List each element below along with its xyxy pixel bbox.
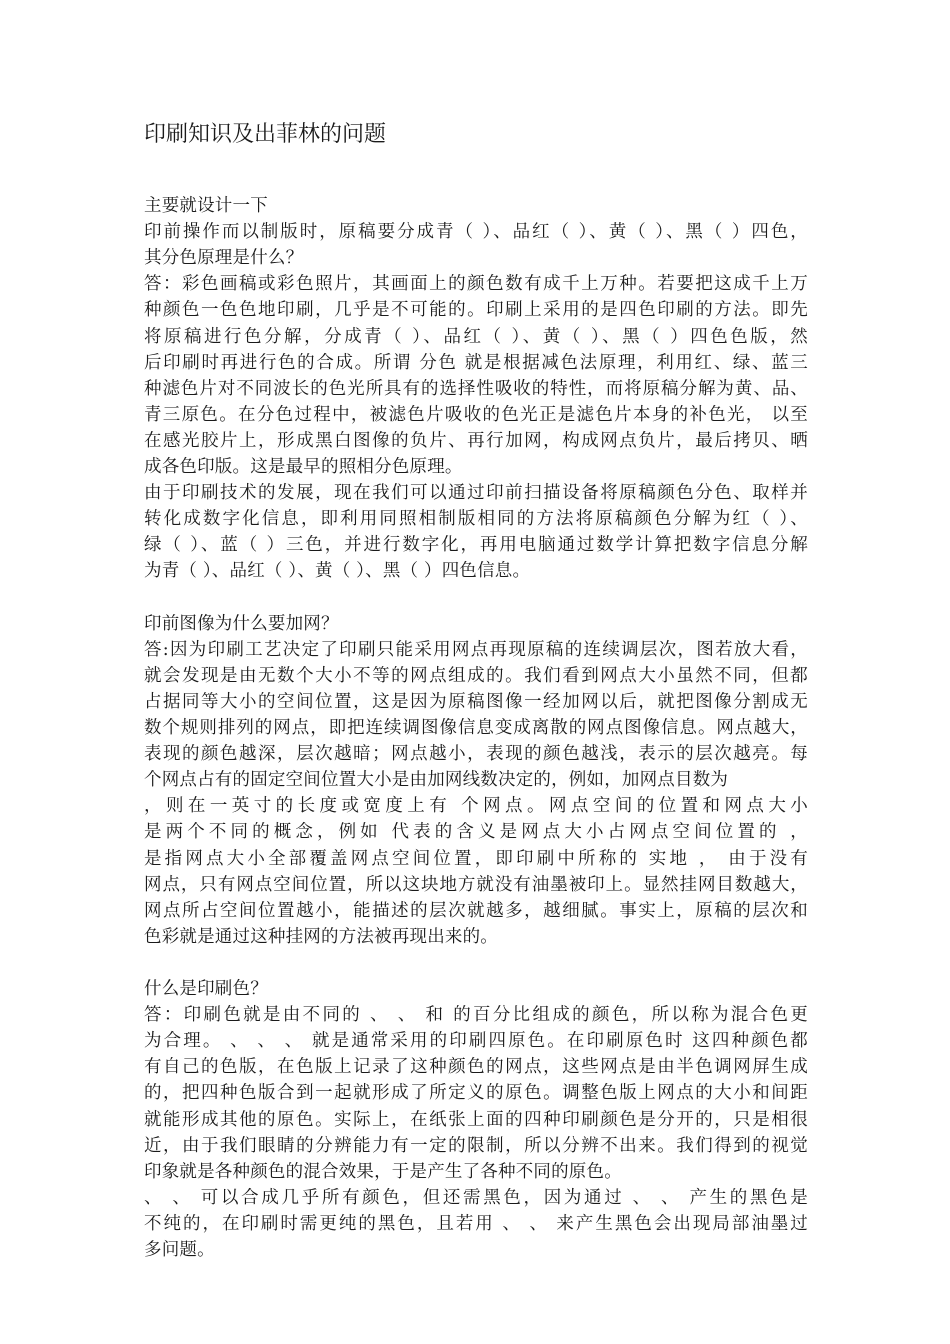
document-line: 为合理。 、 、 、 就是通常采用的印刷四原色。在印刷原色时 这四种颜色都 [144, 1031, 808, 1052]
document-line: 将原稿进行色分解，分成青（ ）、品红（ ）、黄（ ）、黑（ ）四色色版，然 [144, 326, 808, 347]
document-title: 印刷知识及出菲林的问题 [144, 122, 387, 147]
document-line: 个网点占有的固定空间位置大小是由加网线数决定的，例如，加网点目数为 [144, 770, 729, 791]
document-line: 种滤色片对不同波长的色光所具有的选择性吸收的特性，而将原稿分解为黄、品、 [144, 378, 808, 399]
document-line: 数个规则排列的网点，即把连续调图像信息变成离散的网点图像信息。网点越大， [144, 718, 808, 738]
document-line: 答：彩色画稿或彩色照片，其画面上的颜色数有成千上万种。若要把这成千上万 [144, 274, 808, 295]
document-line: 其分色原理是什么？ [144, 248, 304, 269]
document-line: 色彩就是通过这种挂网的方法被再现出来的。 [144, 926, 498, 947]
document-line: 在感光胶片上，形成黑白图像的负片、再行加网，构成网点负片，最后拷贝、晒 [144, 430, 808, 451]
document-line: 就能形成其他的原色。实际上，在纸张上面的四种印刷颜色是分开的，只是相很 [144, 1109, 808, 1130]
document-line: 网点所占空间位置越小，能描述的层次就越多，越细腻。事实上，原稿的层次和 [144, 900, 808, 921]
document-line: 是指网点大小全部覆盖网点空间位置，即印刷中所称的 实地 ， 由于没有 [144, 848, 808, 869]
document-line: 印前图像为什么要加网？ [144, 613, 339, 634]
document-line: 答:因为印刷工艺决定了印刷只能采用网点再现原稿的连续调层次，图若放大看， [144, 639, 808, 660]
document-line: 什么是印刷色？ [144, 979, 268, 999]
document-line: 是两个不同的概念，例如 代表的含义是网点大小占网点空间位置的 ， [144, 822, 808, 843]
document-line: 的，把四种色版合到一起就形成了所定义的原色。调整色版上网点的大小和间距 [144, 1083, 808, 1104]
document-line: 表现的颜色越深，层次越暗；网点越小，表现的颜色越浅，表示的层次越亮。每 [144, 744, 808, 765]
document-line: 多问题。 [144, 1240, 215, 1260]
document-line: 成各色印版。这是最早的照相分色原理。 [144, 457, 463, 477]
document-line: 为青（ ）、品红（ ）、黄（ ）、黑（ ）四色信息。 [144, 561, 531, 582]
document-line: 网点，只有网点空间位置，所以这块地方就没有油墨被印上。显然挂网目数越大， [144, 874, 808, 895]
document-line: 不纯的，在印刷时需更纯的黑色，且若用 、 、 来产生黑色会出现局部油墨过 [144, 1213, 808, 1234]
document-line: 主要就设计一下 [144, 196, 268, 216]
document-line: 有自己的色版，在色版上记录了这种颜色的网点，这些网点是由半色调网屏生成 [144, 1057, 808, 1078]
document-line: 印象就是各种颜色的混合效果，于是产生了各种不同的原色。 [144, 1161, 622, 1182]
document-line: 绿（ ）、蓝（ ）三色，并进行数字化，再用电脑通过数学计算把数字信息分解 [144, 535, 808, 556]
document-line: 由于印刷技术的发展，现在我们可以通过印前扫描设备将原稿颜色分色、取样并 [144, 483, 808, 504]
document-line: 、 、 可以合成几乎所有颜色，但还需黑色，因为通过 、 、 产生的黑色是 [144, 1187, 808, 1208]
document-line: 占据同等大小的空间位置，这是因为原稿图像一经加网以后，就把图像分割成无 [144, 691, 808, 712]
document-line: 种颜色一色色地印刷，几乎是不可能的。印刷上采用的是四色印刷的方法。即先 [144, 300, 808, 321]
document-line: 就会发现是由无数个大小不等的网点组成的。我们看到网点大小虽然不同，但都 [144, 665, 808, 686]
document-line: 青三原色。在分色过程中，被滤色片吸收的色光正是滤色片本身的补色光， 以至 [144, 404, 808, 425]
document-line: 印前操作而以制版时，原稿要分成青（ ）、品红（ ）、黄（ ）、黑（ ）四色， [144, 222, 808, 243]
document-line: 转化成数字化信息，即利用同照相制版相同的方法将原稿颜色分解为红（ ）、 [144, 509, 808, 530]
document-line: ，则在一英寸的长度或宽度上有 个网点。网点空间的位置和网点大小 [144, 796, 808, 817]
document-line: 答：印刷色就是由不同的 、 、 和 的百分比组成的颜色，所以称为混合色更 [144, 1005, 808, 1026]
document-line: 近，由于我们眼睛的分辨能力有一定的限制，所以分辨不出来。我们得到的视觉 [144, 1135, 808, 1156]
document-line: 后印刷时再进行色的合成。所谓 分色 就是根据减色法原理，利用红、绿、蓝三 [144, 352, 808, 373]
